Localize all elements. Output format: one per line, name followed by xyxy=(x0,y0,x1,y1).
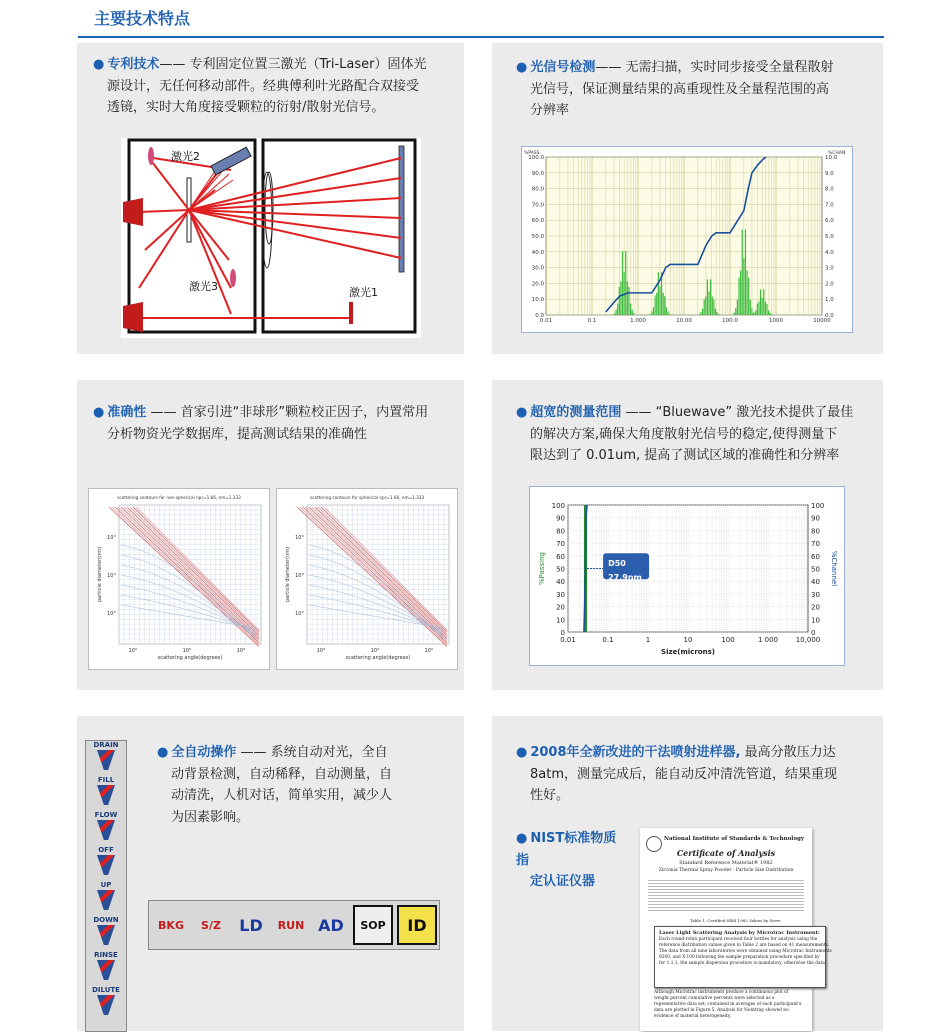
y-tick-left: 90 xyxy=(556,514,565,523)
control-button-off[interactable] xyxy=(86,846,126,881)
y-tick-right: 7.0 xyxy=(825,202,834,209)
control-button-label: DILUTE xyxy=(92,986,120,994)
funnel-icon xyxy=(97,785,115,805)
y-tick: 10° xyxy=(295,535,304,541)
patent-text: ● 专利技术—— 专利固定位置三激光（Tri-Laser）固体光 源设计，无任何移动部件。经典傅利叶光路配合双接受 透镜，实时大角度接受颗粒的衍射/散射光信号。 xyxy=(93,57,427,115)
y-tick: 10° xyxy=(295,573,304,579)
y-tick-left: 0.0 xyxy=(535,313,544,319)
nist-certificate: National Institute of Standards & Technology Certificate of Analysis Standard Reference Material® 1982 Zirconia Thermal Spray Powder - Particle Size Distribution Table 1. Certified SRM 1982 Values by Sieve Laser Light Scattering Analysis by Microtrac Instrument: Each round-robin participant received four bottles for analysis using the reference distribution values given in Table 2 are based on 41 measurements. The data from all nine laboratories were obtained using Microtrac Instruments 9200, and X-100 following the sample preparation procedure specified by for 1.1.1, the sample dispersion procedure is mandatory, otherwise the data Although Microtrac instruments produce a continuous plot of weight percent cumulative percents were selected as a representative data set, contained in averages of each participant's data are plotted in Figure 5. Analysis for Nonttrap showed no evidence of material heterogeneity. xyxy=(640,828,812,1031)
y-axis-label-right: %CHAN xyxy=(828,151,846,156)
y-tick-right: 100 xyxy=(811,502,825,510)
x-tick: 10° xyxy=(370,648,380,654)
x-tick: 1000 xyxy=(769,318,783,324)
panel-range xyxy=(492,380,883,690)
panel-dry-nist xyxy=(492,716,883,1031)
range-text: ● 超宽的测量范围 —— “Bluewave” 激光技术提供了最佳 的解决方案,确保大角度散射光信号的稳定,使得测量下 限达到了 0.01um, 提高了测试区域的准确性和分辨率 xyxy=(516,405,854,463)
y-tick-left: 30 xyxy=(556,590,565,599)
funnel-icon xyxy=(97,820,115,840)
toolbar-button-sop[interactable]: SOP xyxy=(353,905,393,945)
funnel-icon xyxy=(97,855,115,875)
y-tick-right: 80 xyxy=(811,527,820,536)
control-button-label: DRAIN xyxy=(93,741,119,749)
y-tick-right: 9.0 xyxy=(825,170,834,177)
section-header xyxy=(78,0,884,38)
y-axis-label-left: %Passing xyxy=(538,552,546,585)
toolbar-button-id[interactable]: ID xyxy=(397,905,437,945)
x-tick: 100.0 xyxy=(722,318,738,324)
contour-plot-spherical xyxy=(276,488,458,670)
y-tick-right: 50 xyxy=(811,565,820,574)
signal-text: ● 光信号检测—— 无需扫描，实时同步接受全量程散射 光信号，保证测量结果的高重现性及全量程范围的高 分辨率 xyxy=(516,60,834,118)
nist-text: ● NIST标准物质指 定认证仪器 xyxy=(516,831,617,889)
panel-signal xyxy=(492,43,883,354)
funnel-icon xyxy=(97,960,115,980)
control-button-flow[interactable] xyxy=(86,811,126,846)
y-tick-left: 60.0 xyxy=(531,218,544,225)
y-tick-left: 40.0 xyxy=(531,249,544,256)
psd-chart xyxy=(521,146,853,333)
vertical-button-bar xyxy=(85,740,127,1032)
y-tick-right: 10 xyxy=(811,616,820,625)
accuracy-text: ● 准确性 —— 首家引进“非球形”颗粒校正因子，内置常用 分析物资光学数据库，提高测试结果的准确性 xyxy=(93,405,429,442)
y-axis-label-right: %Channel xyxy=(830,550,838,587)
y-tick: 10° xyxy=(295,611,304,617)
y-tick: 10° xyxy=(107,535,116,541)
d50-label: D50 xyxy=(608,558,626,568)
y-axis-label: particle diameter(nm) xyxy=(285,546,291,603)
y-tick-right: 10.0 xyxy=(825,155,838,161)
x-tick: 10.00 xyxy=(676,318,692,324)
x-tick: 0.1 xyxy=(602,636,614,644)
control-button-rinse[interactable] xyxy=(86,951,126,986)
y-tick-right: 2.0 xyxy=(825,281,834,288)
d50-value: 27.9nm xyxy=(608,572,642,582)
certificate-inset: Laser Light Scattering Analysis by Microtrac Instrument: Each round-robin participant received four bottles for analysis using the reference distribution values given in Table 2 are based on 41 measurements. The data from all nine laboratories were obtained using Microtrac Instruments 9200, and X-100 following the sample preparation procedure specified by for 1.1.1, the sample dispersion procedure is mandatory, otherwise the data xyxy=(654,926,826,988)
patent-title: 专利技术 xyxy=(107,57,160,72)
y-tick-left: 80.0 xyxy=(531,186,544,193)
y-tick-right: 60 xyxy=(811,552,820,561)
optics-diagram xyxy=(121,138,421,338)
funnel-icon xyxy=(97,925,115,945)
control-button-label: DOWN xyxy=(93,916,119,924)
y-tick-right: 5.0 xyxy=(825,234,834,240)
funnel-icon xyxy=(97,995,115,1015)
y-tick-left: 40 xyxy=(556,578,565,587)
laser1-label: 激光1 xyxy=(349,286,378,299)
y-tick-left: 20 xyxy=(556,603,565,612)
y-tick-left: 10 xyxy=(556,616,565,625)
x-tick: 10,000 xyxy=(795,636,821,644)
y-tick-right: 0 xyxy=(811,629,816,637)
y-tick-left: 30.0 xyxy=(531,265,544,272)
x-tick: 1 000 xyxy=(757,636,779,644)
x-tick: 10000 xyxy=(813,318,831,324)
funnel-icon xyxy=(97,890,115,910)
x-tick: 100 xyxy=(721,636,735,644)
laser3-label: 激光3 xyxy=(189,280,218,293)
y-tick-left: 20.0 xyxy=(531,281,544,288)
automation-text: ● 全自动操作 —— 系统自动对光，全自 动背景检测，自动稀释，自动测量，自 动清洗，人机对话，简单实用，减少人 为因素影响。 xyxy=(157,745,393,825)
toolbar-button-run[interactable]: RUN xyxy=(277,918,305,932)
control-button-drain[interactable] xyxy=(86,741,126,776)
y-axis-label: particle diameter(nm) xyxy=(97,546,103,603)
y-tick-right: 70 xyxy=(811,540,820,549)
x-tick: 1 xyxy=(645,636,651,644)
y-tick-right: 0.0 xyxy=(825,313,834,319)
laser2-label: 激光2 xyxy=(171,150,200,163)
y-tick-right: 6.0 xyxy=(825,218,834,225)
y-tick-left: 50 xyxy=(556,565,565,574)
funnel-icon xyxy=(97,750,115,770)
toolbar-button-s-z[interactable]: S/Z xyxy=(201,918,221,932)
x-tick: 1.000 xyxy=(630,318,646,324)
control-button-fill[interactable] xyxy=(86,776,126,811)
y-tick-left: 60 xyxy=(556,552,565,561)
y-tick-right: 40 xyxy=(811,578,820,587)
x-axis-label: scattering angle(degrees) xyxy=(345,655,411,661)
y-tick-left: 70.0 xyxy=(531,202,544,209)
y-tick-right: 3.0 xyxy=(825,265,834,272)
control-button-label: UP xyxy=(100,881,112,889)
x-axis-label: scattering angle(degrees) xyxy=(157,655,223,661)
toolbar-button-ld[interactable]: LD xyxy=(239,915,263,935)
chart-title: scattering contours for non-spherical npr=1.66, nm=1.333 xyxy=(117,495,241,500)
y-tick-left: 50.0 xyxy=(531,234,544,240)
chart-title: scattering contours for spherical npr=1.66, nm=1.333 xyxy=(309,495,425,500)
control-button-down[interactable] xyxy=(86,916,126,951)
control-button-up[interactable] xyxy=(86,881,126,916)
toolbar-button-bar xyxy=(148,900,440,950)
y-tick-left: 100.0 xyxy=(528,155,544,161)
x-tick: 10° xyxy=(182,648,192,654)
x-tick: 10 xyxy=(683,636,693,644)
y-tick-left: 90.0 xyxy=(531,170,544,177)
x-tick: 0.01 xyxy=(560,636,576,644)
y-tick-left: 70 xyxy=(556,540,565,549)
y-tick-right: 8.0 xyxy=(825,186,834,193)
x-tick: 10° xyxy=(424,648,434,654)
control-button-label: OFF xyxy=(98,846,114,854)
panel-accuracy xyxy=(77,380,464,690)
y-axis-label-left: %PASS xyxy=(524,151,540,156)
page-title: 主要技术特点 xyxy=(94,9,191,28)
panel-automation xyxy=(77,716,464,1031)
y-tick-right: 30 xyxy=(811,590,820,599)
y-tick: 10° xyxy=(107,611,116,617)
contour-plot-nonspherical xyxy=(88,488,270,670)
y-tick-left: 100 xyxy=(551,502,565,510)
y-tick-left: 10.0 xyxy=(531,297,544,304)
y-tick-left: 0 xyxy=(560,629,565,637)
y-tick-left: 80 xyxy=(556,527,565,536)
x-tick: 0.1 xyxy=(587,318,597,324)
x-tick: 10° xyxy=(316,648,326,654)
y-tick-right: 20 xyxy=(811,603,820,612)
x-tick: 10° xyxy=(128,648,138,654)
x-tick: 0.01 xyxy=(539,318,553,324)
y-tick-right: 90 xyxy=(811,514,820,523)
passing-chart xyxy=(529,486,845,666)
x-tick: 10° xyxy=(236,648,246,654)
panel-patent xyxy=(77,43,464,354)
control-button-dilute[interactable] xyxy=(86,986,126,1021)
toolbar-button-bkg[interactable]: BKG xyxy=(158,918,184,932)
y-tick-right: 4.0 xyxy=(825,249,834,256)
dry-text: ● 2008年全新改进的干法喷射进样器, 最高分散压力达 8atm，测量完成后，能自动反冲清洗管道，结果重现 性好。 xyxy=(516,745,837,803)
control-button-label: FILL xyxy=(97,776,115,784)
x-axis-label: Size(microns) xyxy=(661,648,715,656)
y-tick-right: 1.0 xyxy=(825,297,834,304)
control-button-label: FLOW xyxy=(94,811,118,819)
y-tick: 10° xyxy=(107,573,116,579)
control-button-label: RINSE xyxy=(94,951,118,959)
toolbar-button-ad[interactable]: AD xyxy=(318,915,344,935)
